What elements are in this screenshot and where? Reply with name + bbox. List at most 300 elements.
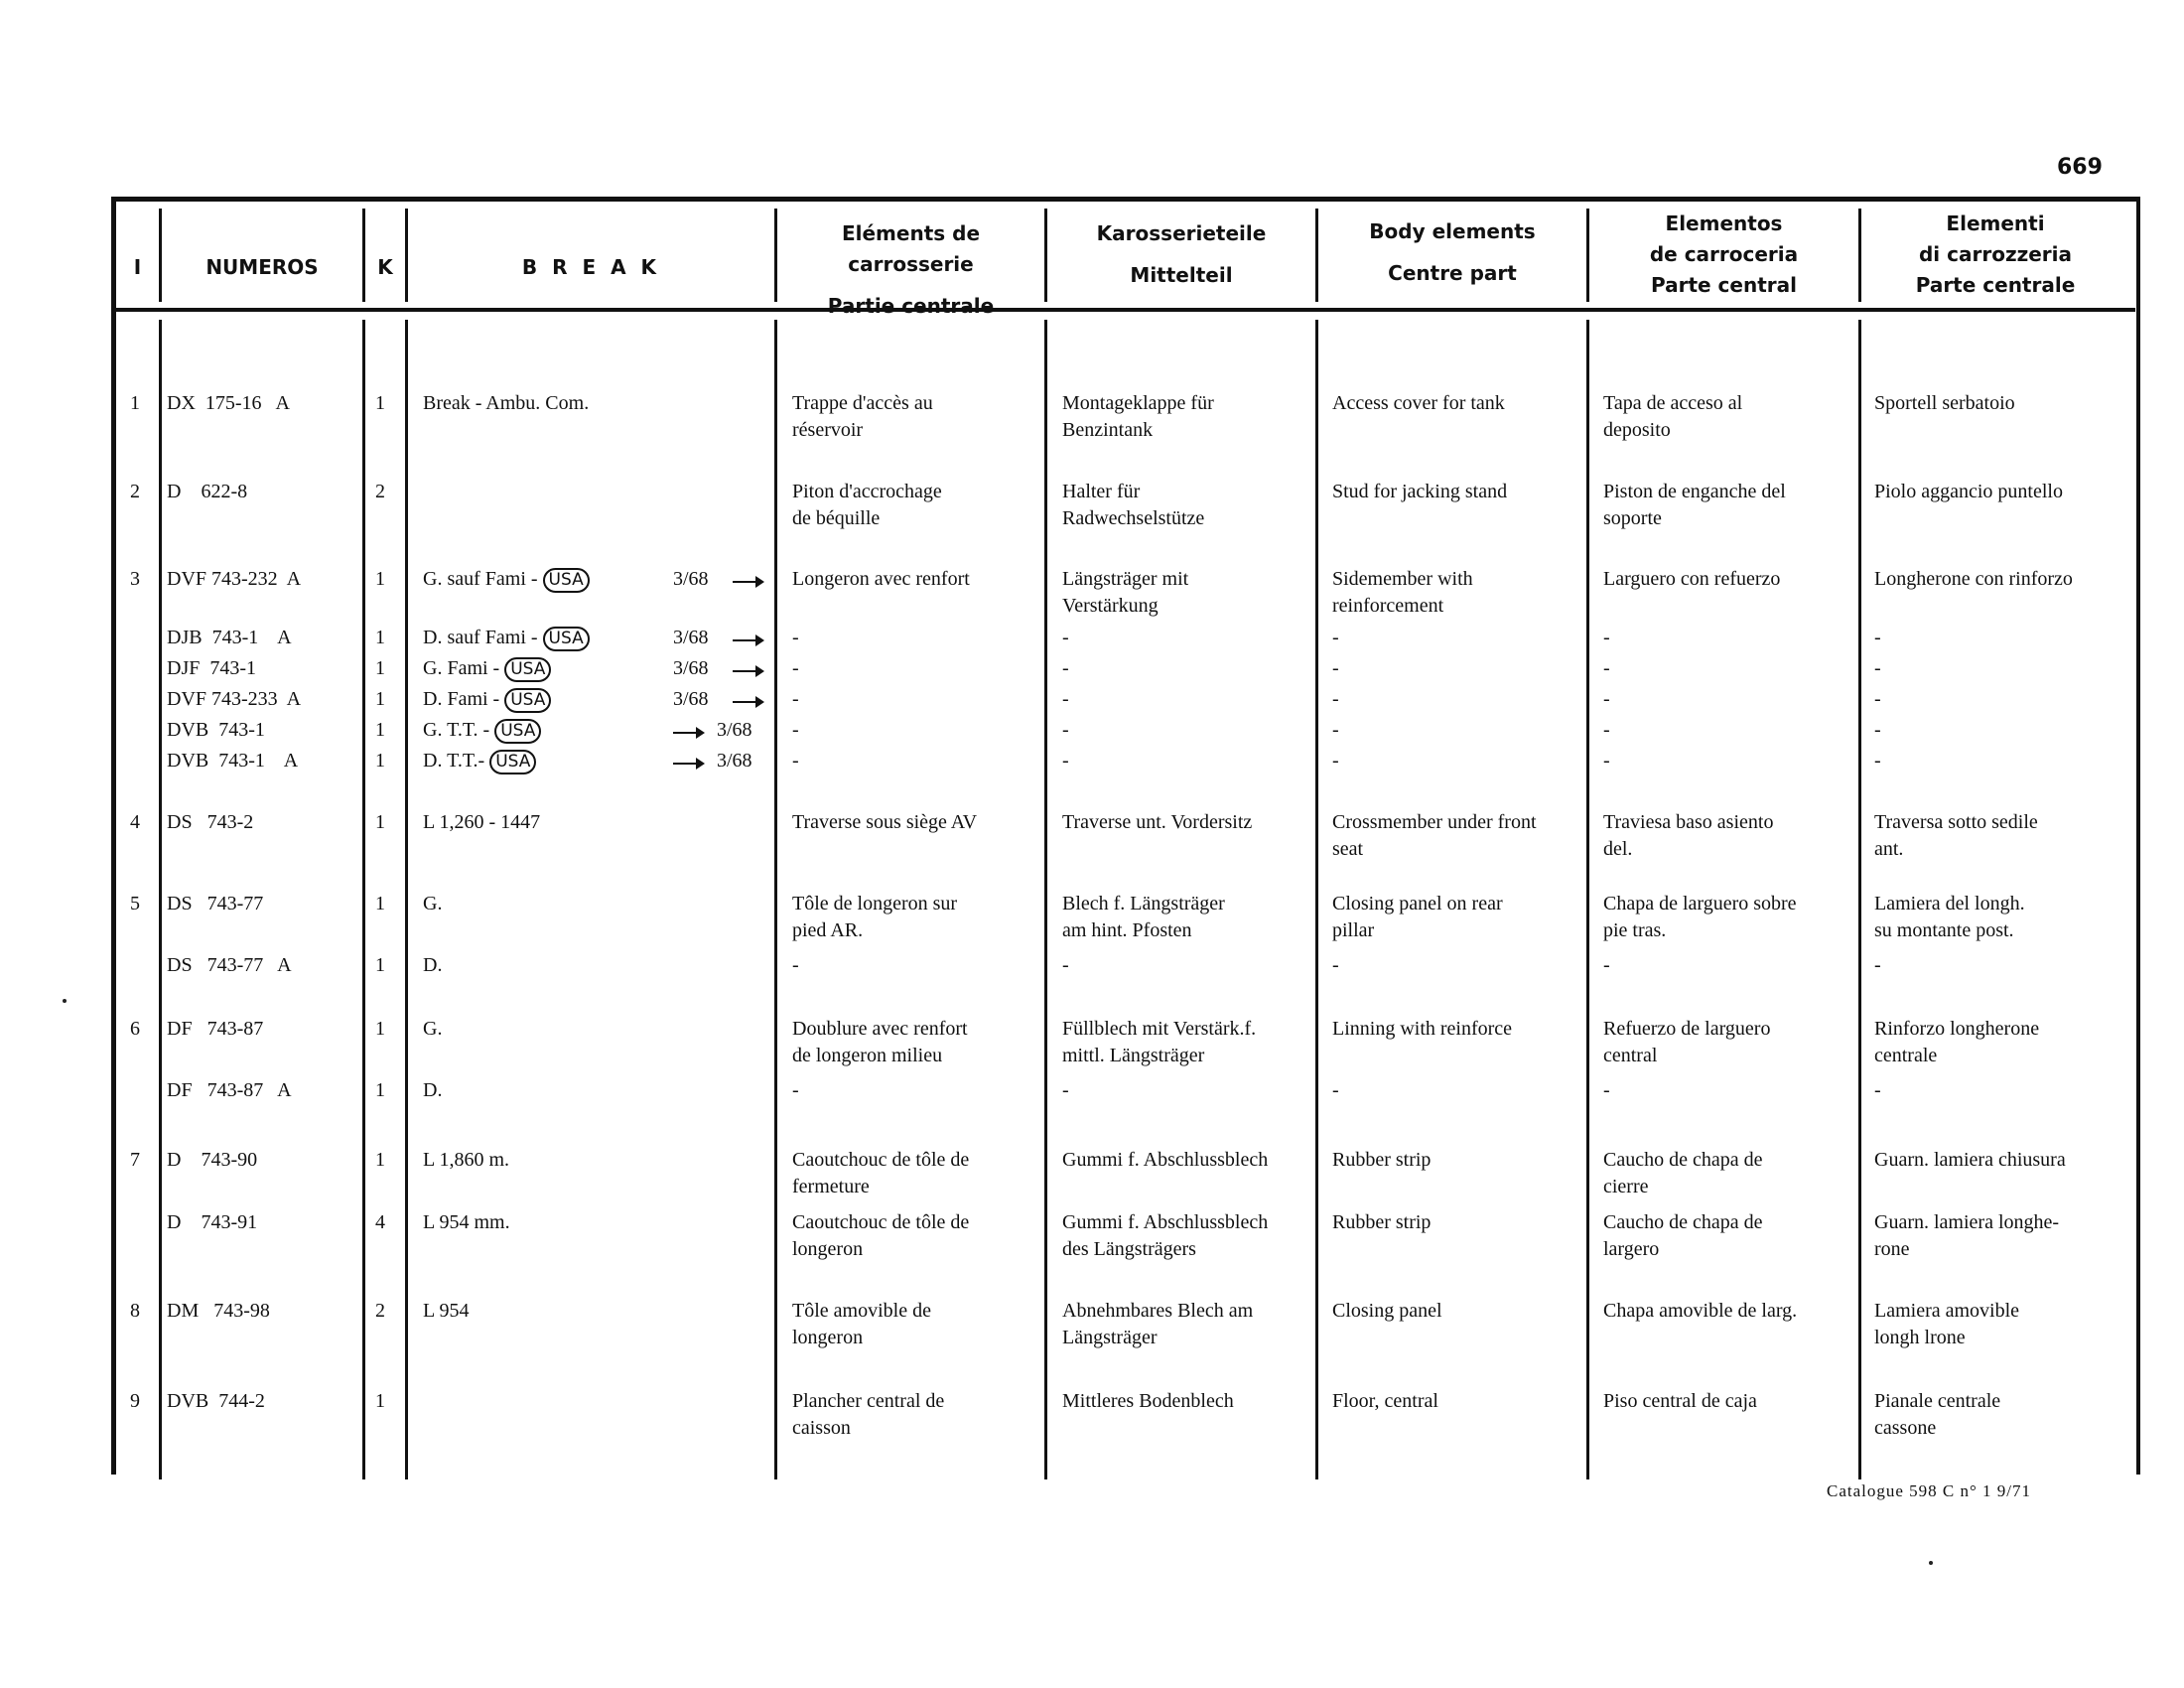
english-description xyxy=(1332,809,1537,863)
italian-description xyxy=(1874,566,2073,593)
french-description-line: - xyxy=(792,750,799,772)
german-description xyxy=(1062,717,1069,744)
german-description xyxy=(1062,952,1069,979)
english-description-line: - xyxy=(1332,688,1339,710)
spanish-description-line: del. xyxy=(1603,838,1633,860)
quantity: 1 xyxy=(375,954,385,976)
part-number: DVF 743-233 A xyxy=(167,688,302,710)
spanish-description-line: - xyxy=(1603,688,1610,710)
part-number: DS 743-77 A xyxy=(167,954,292,976)
french-description xyxy=(792,1209,969,1263)
break-note xyxy=(423,568,590,593)
french-description-line: Caoutchouc de tôle de xyxy=(792,1149,970,1171)
italian-description-line: Lamiera amovible xyxy=(1874,1300,2020,1322)
italian-description-line: - xyxy=(1874,954,1881,976)
date-limit: 3/68 xyxy=(673,627,709,648)
italian-description-line: Guarn. lamiera longhe- xyxy=(1874,1211,2060,1233)
italian-description xyxy=(1874,1388,2000,1442)
french-description-line: de longeron milieu xyxy=(792,1045,943,1066)
catalogue-footer: Catalogue 598 C n° 1 9/71 xyxy=(1827,1481,2032,1500)
german-description xyxy=(1062,625,1069,651)
spanish-description xyxy=(1603,390,1742,444)
english-description xyxy=(1332,625,1339,651)
break-note xyxy=(423,1300,469,1323)
german-description-line: - xyxy=(1062,750,1069,772)
german-description xyxy=(1062,748,1069,774)
header-rule xyxy=(111,308,2135,312)
german-description-line: Radwechselstütze xyxy=(1062,507,1205,529)
english-description xyxy=(1332,748,1339,774)
french-description-line: Doublure avec renfort xyxy=(792,1018,968,1040)
italian-description-line: rone xyxy=(1874,1238,1910,1260)
quantity: 1 xyxy=(375,1149,385,1171)
english-description-line: Crossmember under front xyxy=(1332,811,1537,833)
break-note xyxy=(423,750,536,774)
row-index: 6 xyxy=(130,1018,140,1040)
german-description xyxy=(1062,566,1188,620)
break-note xyxy=(423,893,442,915)
italian-description-line: Sportell serbatoio xyxy=(1874,392,2015,414)
french-description-line: - xyxy=(792,627,799,648)
german-description-line: Blech f. Längsträger xyxy=(1062,893,1225,914)
quantity: 1 xyxy=(375,688,385,710)
english-description-line: - xyxy=(1332,1079,1339,1101)
header-english: Body elements Centre part xyxy=(1369,219,1536,285)
quantity: 1 xyxy=(375,627,385,648)
spanish-description xyxy=(1603,686,1610,713)
spanish-description-line: Tapa de acceso al xyxy=(1603,392,1743,414)
german-description-line: am hint. Pfosten xyxy=(1062,919,1192,941)
english-description xyxy=(1332,717,1339,744)
arrow-icon xyxy=(733,701,762,703)
italian-description-line: Traversa sotto sedile xyxy=(1874,811,2038,833)
english-description-line: Floor, central xyxy=(1332,1390,1438,1412)
german-description-line: - xyxy=(1062,1079,1069,1101)
english-description-line: - xyxy=(1332,750,1339,772)
row-index: 9 xyxy=(130,1390,140,1412)
italian-description xyxy=(1874,1016,2039,1069)
german-description xyxy=(1062,1147,1268,1174)
break-note-text: D. sauf Fami - xyxy=(423,627,543,648)
quantity: 1 xyxy=(375,719,385,741)
italian-description-line: cassone xyxy=(1874,1417,1937,1439)
english-description-line: Stud for jacking stand xyxy=(1332,481,1508,502)
italian-description-line: Longherone con rinforzo xyxy=(1874,568,2073,590)
break-note xyxy=(423,1211,510,1234)
column-divider xyxy=(159,320,162,1479)
italian-description xyxy=(1874,390,2015,417)
spanish-description-line: central xyxy=(1603,1045,1658,1066)
english-description-line: Access cover for tank xyxy=(1332,392,1505,414)
break-note-text: D. xyxy=(423,1079,443,1101)
spanish-description xyxy=(1603,1077,1610,1104)
french-description-line: Trappe d'accès au xyxy=(792,392,933,414)
break-note xyxy=(423,657,551,682)
scan-speck xyxy=(63,999,67,1003)
italian-description-line: - xyxy=(1874,657,1881,679)
german-description xyxy=(1062,1077,1069,1104)
italian-description xyxy=(1874,891,2025,944)
german-description-line: Montageklappe für xyxy=(1062,392,1214,414)
part-number: D 743-90 xyxy=(167,1149,258,1171)
german-description-line: - xyxy=(1062,954,1069,976)
english-description xyxy=(1332,1147,1431,1174)
arrow-icon xyxy=(733,581,762,583)
french-description-line: - xyxy=(792,657,799,679)
quantity: 1 xyxy=(375,1018,385,1040)
column-divider xyxy=(405,320,408,1479)
german-description xyxy=(1062,1388,1234,1415)
break-note-text: L 1,260 - 1447 xyxy=(423,811,541,833)
french-description-line: Tôle amovible de xyxy=(792,1300,931,1322)
spanish-description xyxy=(1603,1147,1762,1200)
part-number: D 743-91 xyxy=(167,1211,258,1233)
italian-description xyxy=(1874,952,1881,979)
french-description xyxy=(792,390,933,444)
date-limit: 3/68 xyxy=(673,568,709,590)
french-description-line: longeron xyxy=(792,1238,864,1260)
french-description xyxy=(792,686,799,713)
part-number: DVF 743-232 A xyxy=(167,568,302,590)
header-numeros: NUMEROS xyxy=(205,255,319,279)
italian-description-line: - xyxy=(1874,627,1881,648)
date-limit: 3/68 xyxy=(673,657,709,679)
italian-description xyxy=(1874,1209,2059,1263)
break-note xyxy=(423,1079,442,1102)
french-description-line: - xyxy=(792,954,799,976)
break-note-text: Break - Ambu. Com. xyxy=(423,392,590,414)
usa-mark: USA xyxy=(494,719,541,744)
english-description-line: - xyxy=(1332,627,1339,648)
german-description-line: Gummi f. Abschlussblech xyxy=(1062,1211,1269,1233)
quantity: 1 xyxy=(375,657,385,679)
spanish-description xyxy=(1603,809,1773,863)
german-description-line: - xyxy=(1062,627,1069,648)
german-description xyxy=(1062,686,1069,713)
italian-description xyxy=(1874,625,1881,651)
spanish-description xyxy=(1603,1209,1762,1263)
spanish-description-line: - xyxy=(1603,719,1610,741)
spanish-description xyxy=(1603,952,1610,979)
english-description xyxy=(1332,686,1339,713)
spanish-description-line: Piso central de caja xyxy=(1603,1390,1757,1412)
part-number: DJB 743-1 A xyxy=(167,627,292,648)
italian-description xyxy=(1874,1147,2066,1174)
spanish-description-line: Piston de enganche del xyxy=(1603,481,1786,502)
usa-mark: USA xyxy=(543,627,590,651)
column-divider xyxy=(1044,320,1047,1479)
french-description xyxy=(792,1016,968,1069)
break-note xyxy=(423,954,442,977)
spanish-description-line: - xyxy=(1603,657,1610,679)
english-description-line: Linning with reinforce xyxy=(1332,1018,1513,1040)
break-note xyxy=(423,688,551,713)
break-note xyxy=(423,1149,509,1172)
french-description-line: de béquille xyxy=(792,507,881,529)
french-description xyxy=(792,952,799,979)
part-number: DVB 744-2 xyxy=(167,1390,265,1412)
english-description-line: seat xyxy=(1332,838,1364,860)
english-description-line: Rubber strip xyxy=(1332,1211,1432,1233)
column-divider xyxy=(1315,320,1318,1479)
german-description xyxy=(1062,1016,1256,1069)
break-note-text: L 954 mm. xyxy=(423,1211,510,1233)
spanish-description xyxy=(1603,1388,1757,1415)
spanish-description-line: cierre xyxy=(1603,1176,1649,1197)
spanish-description-line: Refuerzo de larguero xyxy=(1603,1018,1771,1040)
row-index: 8 xyxy=(130,1300,140,1322)
german-description-line: des Längsträgers xyxy=(1062,1238,1196,1260)
date-limit: 3/68 xyxy=(717,750,752,772)
spanish-description-line: - xyxy=(1603,627,1610,648)
french-description-line: Tôle de longeron sur xyxy=(792,893,958,914)
french-description-line: Caoutchouc de tôle de xyxy=(792,1211,970,1233)
quantity: 1 xyxy=(375,1079,385,1101)
header-break: B R E A K xyxy=(521,255,661,279)
italian-description-line: Rinforzo longherone xyxy=(1874,1018,2040,1040)
french-description xyxy=(792,1147,969,1200)
header-index: I xyxy=(133,255,142,279)
column-divider xyxy=(774,320,777,1479)
spanish-description-line: Caucho de chapa de xyxy=(1603,1149,1763,1171)
german-description-line: Benzintank xyxy=(1062,419,1154,441)
french-description-line: Plancher central de xyxy=(792,1390,945,1412)
break-note xyxy=(423,1018,442,1041)
italian-description-line: Lamiera del longh. xyxy=(1874,893,2025,914)
part-number: DJF 743-1 xyxy=(167,657,257,679)
italian-description xyxy=(1874,809,2038,863)
french-description xyxy=(792,1077,799,1104)
spanish-description-line: - xyxy=(1603,750,1610,772)
date-limit: 3/68 xyxy=(673,688,709,710)
spanish-description-line: Caucho de chapa de xyxy=(1603,1211,1763,1233)
english-description-line: reinforcement xyxy=(1332,595,1444,617)
english-description xyxy=(1332,1016,1512,1043)
break-note xyxy=(423,627,590,651)
spanish-description-line: Traviesa baso asiento xyxy=(1603,811,1774,833)
german-description xyxy=(1062,891,1225,944)
header-french: Eléments de carrosserie Partie centrale xyxy=(827,221,995,318)
spanish-description-line: - xyxy=(1603,954,1610,976)
french-description-line: Traverse sous siège AV xyxy=(792,811,978,833)
break-note-text: L 954 xyxy=(423,1300,470,1322)
english-description-line: Closing panel on rear xyxy=(1332,893,1503,914)
french-description-line: réservoir xyxy=(792,419,864,441)
italian-description-line: - xyxy=(1874,1079,1881,1101)
arrow-icon xyxy=(673,763,703,765)
german-description xyxy=(1062,479,1204,532)
usa-mark: USA xyxy=(504,657,551,682)
french-description-line: caisson xyxy=(792,1417,851,1439)
spanish-description-line: - xyxy=(1603,1079,1610,1101)
spanish-description xyxy=(1603,625,1610,651)
german-description-line: Traverse unt. Vordersitz xyxy=(1062,811,1253,833)
spanish-description xyxy=(1603,717,1610,744)
part-number: DS 743-77 xyxy=(167,893,264,914)
french-description-line: pied AR. xyxy=(792,919,864,941)
french-description xyxy=(792,625,799,651)
part-number: DF 743-87 A xyxy=(167,1079,292,1101)
english-description xyxy=(1332,1077,1339,1104)
english-description xyxy=(1332,479,1507,505)
break-note-text: D. T.T.- xyxy=(423,750,490,772)
break-note-text: G. sauf Fami - xyxy=(423,568,543,590)
spanish-description-line: soporte xyxy=(1603,507,1662,529)
english-description-line: - xyxy=(1332,657,1339,679)
header-german: Karosserieteile Mittelteil xyxy=(1096,221,1267,287)
part-number: DF 743-87 xyxy=(167,1018,264,1040)
french-description xyxy=(792,479,942,532)
usa-mark: USA xyxy=(489,750,536,774)
spanish-description-line: Chapa amovible de larg. xyxy=(1603,1300,1798,1322)
page-number: 669 xyxy=(2057,155,2103,180)
spanish-description xyxy=(1603,566,1780,593)
german-description-line: - xyxy=(1062,719,1069,741)
italian-description-line: Pianale centrale xyxy=(1874,1390,2001,1412)
english-description xyxy=(1332,952,1339,979)
italian-description-line: Guarn. lamiera chiusura xyxy=(1874,1149,2066,1171)
french-description xyxy=(792,655,799,682)
quantity: 2 xyxy=(375,481,385,502)
english-description-line: pillar xyxy=(1332,919,1375,941)
german-description-line: - xyxy=(1062,657,1069,679)
spanish-description-line: deposito xyxy=(1603,419,1671,441)
french-description xyxy=(792,566,970,593)
german-description-line: Halter für xyxy=(1062,481,1141,502)
italian-description-line: centrale xyxy=(1874,1045,1938,1066)
scan-speck xyxy=(1929,1561,1933,1565)
french-description xyxy=(792,809,977,836)
usa-mark: USA xyxy=(504,688,551,713)
quantity: 1 xyxy=(375,1390,385,1412)
french-description xyxy=(792,1388,944,1442)
german-description xyxy=(1062,809,1252,836)
german-description-line: mittl. Längsträger xyxy=(1062,1045,1205,1066)
break-note xyxy=(423,392,589,415)
italian-description xyxy=(1874,748,1881,774)
header-k: K xyxy=(377,255,393,279)
german-description-line: Längsträger xyxy=(1062,1327,1158,1348)
italian-description-line: longh lrone xyxy=(1874,1327,1966,1348)
break-note-text: G. Fami - xyxy=(423,657,505,679)
spanish-description-line: Chapa de larguero sobre xyxy=(1603,893,1797,914)
row-index: 2 xyxy=(130,481,140,502)
usa-mark: USA xyxy=(543,568,590,593)
english-description-line: Closing panel xyxy=(1332,1300,1442,1322)
row-index: 5 xyxy=(130,893,140,914)
french-description-line: - xyxy=(792,688,799,710)
column-divider xyxy=(1586,320,1589,1479)
break-note-text: L 1,860 m. xyxy=(423,1149,510,1171)
quantity: 1 xyxy=(375,893,385,914)
italian-description-line: ant. xyxy=(1874,838,1904,860)
french-description-line: longeron xyxy=(792,1327,864,1348)
row-index: 4 xyxy=(130,811,140,833)
part-number: DVB 743-1 A xyxy=(167,750,299,772)
column-divider xyxy=(1858,320,1861,1479)
english-description xyxy=(1332,566,1473,620)
italian-description xyxy=(1874,1077,1881,1104)
italian-description xyxy=(1874,655,1881,682)
german-description xyxy=(1062,655,1069,682)
french-description-line: Longeron avec renfort xyxy=(792,568,970,590)
quantity: 1 xyxy=(375,568,385,590)
header-italian: Elementi di carrozzeria Parte centrale xyxy=(1915,211,2076,297)
german-description-line: Füllblech mit Verstärk.f. xyxy=(1062,1018,1257,1040)
quantity: 4 xyxy=(375,1211,385,1233)
italian-description-line: - xyxy=(1874,688,1881,710)
quantity: 2 xyxy=(375,1300,385,1322)
german-description-line: Verstärkung xyxy=(1062,595,1159,617)
part-number: DS 743-2 xyxy=(167,811,254,833)
english-description-line: Sidemember with xyxy=(1332,568,1473,590)
english-description-line: - xyxy=(1332,719,1339,741)
italian-description-line: - xyxy=(1874,719,1881,741)
french-description-line: - xyxy=(792,1079,799,1101)
german-description-line: - xyxy=(1062,688,1069,710)
italian-description-line: su montante post. xyxy=(1874,919,2014,941)
part-number: D 622-8 xyxy=(167,481,248,502)
spanish-description xyxy=(1603,891,1797,944)
quantity: 1 xyxy=(375,392,385,414)
part-number: DVB 743-1 xyxy=(167,719,265,741)
german-description-line: Längsträger mit xyxy=(1062,568,1189,590)
english-description xyxy=(1332,1298,1442,1325)
spanish-description xyxy=(1603,479,1786,532)
spanish-description-line: pie tras. xyxy=(1603,919,1667,941)
english-description-line: Rubber strip xyxy=(1332,1149,1432,1171)
french-description xyxy=(792,891,957,944)
spanish-description xyxy=(1603,655,1610,682)
quantity: 1 xyxy=(375,811,385,833)
row-index: 7 xyxy=(130,1149,140,1171)
french-description xyxy=(792,748,799,774)
arrow-icon xyxy=(733,639,762,641)
break-note-text: D. Fami - xyxy=(423,688,505,710)
italian-description-line: Piolo aggancio puntello xyxy=(1874,481,2063,502)
break-note-text: D. xyxy=(423,954,443,976)
break-note-text: G. T.T. - xyxy=(423,719,495,741)
arrow-icon xyxy=(733,670,762,672)
date-limit: 3/68 xyxy=(717,719,752,741)
spanish-description xyxy=(1603,748,1610,774)
italian-description xyxy=(1874,1298,2019,1351)
german-description xyxy=(1062,1298,1253,1351)
italian-description xyxy=(1874,479,2063,505)
german-description-line: Gummi f. Abschlussblech xyxy=(1062,1149,1269,1171)
spanish-description xyxy=(1603,1016,1770,1069)
spanish-description xyxy=(1603,1298,1797,1325)
break-note xyxy=(423,719,541,744)
english-description xyxy=(1332,891,1503,944)
break-note-text: G. xyxy=(423,1018,443,1040)
spanish-description-line: Larguero con refuerzo xyxy=(1603,568,1781,590)
row-index: 1 xyxy=(130,392,140,414)
french-description-line: fermeture xyxy=(792,1176,870,1197)
row-index: 3 xyxy=(130,568,140,590)
italian-description xyxy=(1874,717,1881,744)
break-note-text: G. xyxy=(423,893,443,914)
header-spanish: Elementos de carroceria Parte central xyxy=(1649,211,1799,297)
french-description xyxy=(792,717,799,744)
german-description-line: Mittleres Bodenblech xyxy=(1062,1390,1234,1412)
break-note xyxy=(423,811,540,834)
italian-description-line: - xyxy=(1874,750,1881,772)
english-description xyxy=(1332,1209,1431,1236)
part-number: DX 175-16 A xyxy=(167,392,290,414)
english-description xyxy=(1332,1388,1438,1415)
english-description xyxy=(1332,655,1339,682)
